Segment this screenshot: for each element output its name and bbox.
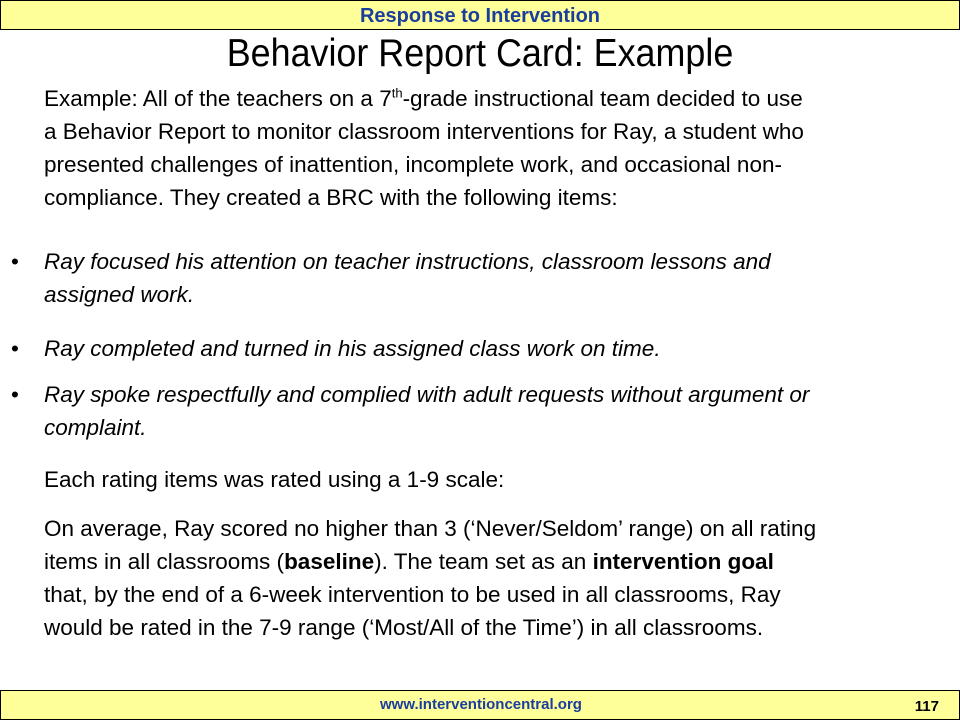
summary-line-3: that, by the end of a 6-week intervention to be used in all classrooms, Ray: [44, 582, 781, 607]
intervention-goal-term: intervention goal: [592, 549, 774, 574]
intro-text: Example: All of the teachers on a 7: [44, 86, 392, 111]
bullet-item: [11, 332, 944, 365]
footer-banner: [0, 690, 960, 720]
baseline-term: baseline: [284, 549, 375, 574]
scale-text: Each rating items was rated using a 1-9 scale:: [44, 467, 505, 492]
bullet-line: Ray focused his attention on teacher instructions, classroom lessons and: [44, 249, 771, 274]
slide-title: Behavior Report Card: Example: [226, 32, 734, 75]
bullet-line: Ray completed and turned in his assigned class work on time.: [44, 336, 661, 361]
summary-line-4: would be rated in the 7-9 range (‘Most/All of the Time’) in all classrooms.: [44, 615, 764, 640]
bullet-line: assigned work.: [44, 282, 195, 307]
bullet-line: complaint.: [44, 415, 147, 440]
bullet-marker: •: [11, 382, 19, 407]
intro-line-3: presented challenges of inattention, incomplete work, and occasional non-: [44, 152, 782, 177]
summary-text: items in all classrooms (: [44, 549, 285, 574]
header-banner: [0, 0, 960, 30]
bullet-marker: •: [11, 249, 19, 274]
superscript-th: th: [391, 85, 403, 101]
intro-paragraph: [44, 82, 944, 214]
intro-line-2: a Behavior Report to monitor classroom interventions for Ray, a student who: [44, 119, 804, 144]
page-number: 117: [914, 698, 939, 715]
summary-line-1: On average, Ray scored no higher than 3 (‘Never/Seldom’ range) on all rating: [44, 516, 817, 541]
bullet-item: [11, 378, 944, 444]
bullet-item: [11, 245, 944, 311]
summary-text: ). The team set as an: [374, 549, 593, 574]
intro-line-1: [44, 82, 944, 115]
header-title: Response to Intervention: [359, 5, 601, 27]
footer-url[interactable]: www.interventioncentral.org: [380, 696, 582, 713]
bullet-line: Ray spoke respectfully and complied with adult requests without argument or: [44, 382, 810, 407]
summary-paragraph: [44, 512, 944, 644]
bullet-marker: •: [11, 336, 19, 361]
summary-line-2: [44, 545, 944, 578]
intro-text-rest: -grade instructional team decided to use: [402, 86, 803, 111]
intro-line-4: compliance. They created a BRC with the following items:: [44, 185, 618, 210]
